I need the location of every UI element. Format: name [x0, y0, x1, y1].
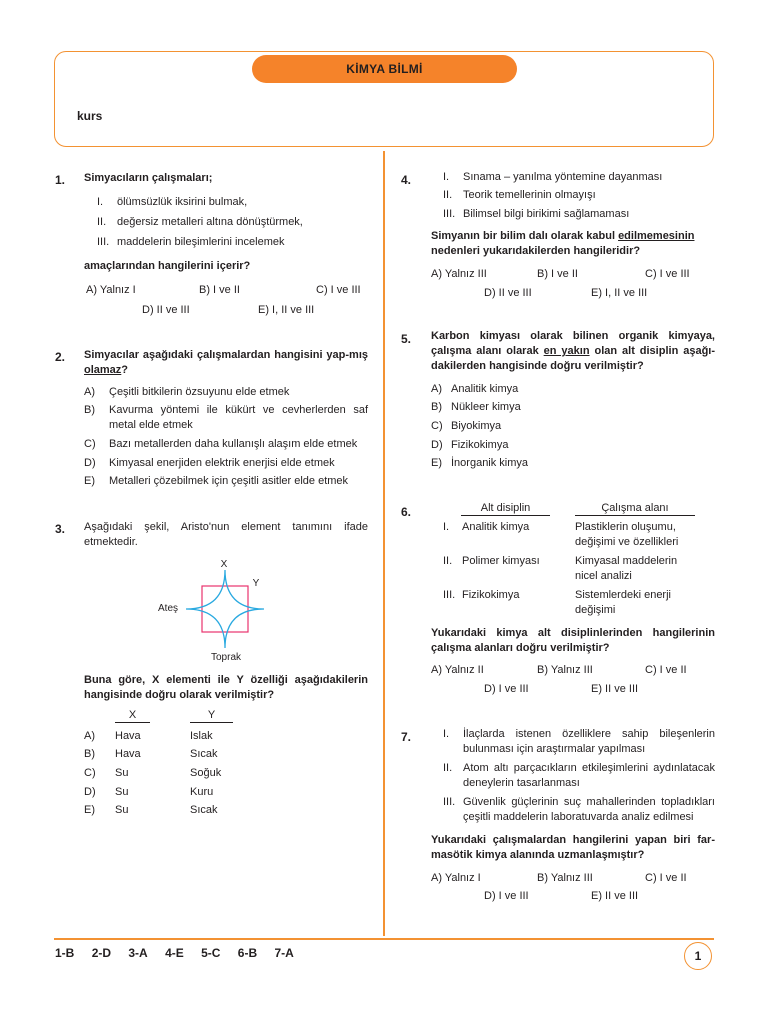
- answer-7: 7-A: [274, 946, 294, 960]
- q1-item-2: II. değersiz metalleri altına dönüştürmek,: [97, 216, 303, 228]
- q6-row-3-area: Sistemlerdeki enerji değişimi: [575, 589, 671, 616]
- q1-number: 1.: [55, 173, 66, 187]
- page-number: 1: [684, 942, 712, 970]
- q7-option-e[interactable]: E) II ve III: [591, 890, 639, 902]
- q3-col-x: X: [115, 709, 150, 723]
- q5-option-a[interactable]: A) Analitik kimya: [431, 383, 519, 395]
- q6-option-c[interactable]: C) I ve II: [645, 664, 687, 676]
- q1-item-3: III. maddelerin bileşimlerini incelemek: [97, 236, 285, 248]
- q6-number: 6.: [401, 505, 412, 519]
- q5-number: 5.: [401, 332, 412, 346]
- q2-option-a[interactable]: A) Çeşitli bitkilerin özsuyunu elde etmek: [84, 386, 290, 398]
- q7-item-3: III. Güvenlik güçlerinin suç mahallerinden topladıkları çeşitli maddelerin laboratuvarda analiz edilmesi: [443, 796, 715, 823]
- q3-col-y: Y: [190, 709, 233, 723]
- q3-option-e[interactable]: E) Su Sıcak: [84, 804, 218, 816]
- q6-question: Yukarıdaki kimya alt disiplinlerinden hangilerinin çalışma alanları doğru verilmiştir?: [431, 627, 715, 654]
- q1-item-1: I. ölümsüzlük iksirini bulmak,: [97, 196, 248, 208]
- q7-option-d[interactable]: D) I ve III: [484, 890, 529, 902]
- q6-row-2-roman: II.: [443, 555, 453, 567]
- answer-2: 2-D: [91, 946, 112, 960]
- answer-1: 1-B: [55, 946, 75, 960]
- q6-row-2-area: Kimyasal maddelerin nicel analizi: [575, 555, 678, 582]
- q6-option-d[interactable]: D) I ve III: [484, 683, 529, 695]
- q4-number: 4.: [401, 173, 412, 187]
- aristo-element-diagram: [150, 552, 280, 667]
- column-divider: [383, 151, 385, 936]
- q5-option-c[interactable]: C) Biyokimya: [431, 420, 502, 432]
- q1-option-c[interactable]: C) I ve III: [316, 284, 361, 296]
- q5-question: Karbon kimyası olarak bilinen organik kimyaya, çalışma alanı olarak en yakın olan alt disiplin aşağı-dakilerden hangisinde doğru verilmiştir?: [431, 330, 716, 372]
- q2-option-e[interactable]: E) Metalleri çözebilmek için çeşitli asitler elde etmek: [84, 475, 349, 487]
- header-subtitle: kurs: [77, 109, 103, 123]
- answer-4: 4-E: [165, 946, 184, 960]
- q6-row-3-roman: III.: [443, 589, 456, 601]
- q3-number: 3.: [55, 522, 66, 536]
- q7-option-a[interactable]: A) Yalnız I: [431, 872, 481, 884]
- q3-option-b[interactable]: B) Hava Sıcak: [84, 748, 218, 760]
- q1-option-d[interactable]: D) II ve III: [142, 304, 190, 316]
- q3-stem: Aşağıdaki şekil, Aristo'nun element tanımını ifade etmektedir.: [84, 521, 368, 548]
- q6-option-b[interactable]: B) Yalnız III: [537, 664, 593, 676]
- diagram-square: [202, 586, 248, 632]
- q4-option-e[interactable]: E) I, II ve III: [591, 287, 648, 299]
- answer-key: [55, 946, 308, 960]
- q4-item-1: I. Sınama – yanılma yöntemine dayanması: [443, 171, 663, 183]
- q6-row-1-discipline: Analitik kimya: [462, 521, 530, 533]
- q3-question: Buna göre, X elementi ile Y özelliği aşağıdakilerin hangisinde doğru olarak verilmiştir?: [84, 674, 368, 701]
- diagram-label-y: Y: [252, 578, 260, 589]
- q5-option-e[interactable]: E) İnorganik kimya: [431, 457, 529, 469]
- q6-col-discipline: Alt disiplin: [461, 501, 550, 516]
- q5-option-d[interactable]: D) Fizikokimya: [431, 439, 509, 451]
- q2-option-d[interactable]: D) Kimyasal enerjiden elektrik enerjisi elde etmek: [84, 457, 335, 469]
- q1-option-a[interactable]: A) Yalnız I: [86, 284, 136, 296]
- footer-line: [54, 938, 714, 940]
- q6-row-1-roman: I.: [443, 521, 450, 533]
- q6-row-2-discipline: Polimer kimyası: [462, 555, 540, 567]
- q3-option-c[interactable]: C) Su Soğuk: [84, 767, 222, 779]
- q7-item-1: I. İlaçlarda istenen özelliklere sahip bileşenlerin bulunması için araştırmalar yapılması: [443, 728, 715, 755]
- q4-question: Simyanın bir bilim dalı olarak kabul edilmemesinin nedenleri yukarıdakilerden hangileridir?: [431, 230, 695, 257]
- q6-option-e[interactable]: E) II ve III: [591, 683, 639, 695]
- diagram-label-x: X: [220, 559, 228, 570]
- q1-stem: Simyacıların çalışmaları;: [84, 172, 213, 184]
- q3-option-d[interactable]: D) Su Kuru: [84, 786, 214, 798]
- q2-number: 2.: [55, 350, 66, 364]
- q5-option-b[interactable]: B) Nükleer kimya: [431, 401, 521, 413]
- q4-item-3: III. Bilimsel bilgi birikimi sağlamaması: [443, 208, 630, 220]
- answer-6: 6-B: [237, 946, 258, 960]
- answer-5: 5-C: [201, 946, 221, 960]
- q1-question: amaçlarından hangilerini içerir?: [84, 260, 251, 272]
- diagram-label-left: Ateş: [158, 603, 179, 614]
- q4-option-b[interactable]: B) I ve II: [537, 268, 578, 280]
- q1-option-b[interactable]: B) I ve II: [199, 284, 240, 296]
- q7-number: 7.: [401, 730, 412, 744]
- q6-option-a[interactable]: A) Yalnız II: [431, 664, 484, 676]
- answer-3: 3-A: [128, 946, 148, 960]
- q2-option-c[interactable]: C) Bazı metallerden daha kullanışlı alaşım elde etmek: [84, 438, 358, 450]
- q3-option-a[interactable]: A) Hava Islak: [84, 730, 213, 742]
- q6-row-1-area: Plastiklerin oluşumu, değişimi ve özellikleri: [575, 521, 679, 548]
- q6-col-area: Çalışma alanı: [575, 501, 695, 516]
- q7-item-2: II. Atom altı parçacıkların etkileşimlerini aydınlatacak deneylerin tasarlanması: [443, 762, 715, 789]
- q4-option-c[interactable]: C) I ve III: [645, 268, 690, 280]
- q4-option-a[interactable]: A) Yalnız III: [431, 268, 487, 280]
- q4-option-d[interactable]: D) II ve III: [484, 287, 532, 299]
- q2-stem: Simyacılar aşağıdaki çalışmalardan hangisini yap-mış olamaz?: [84, 349, 368, 376]
- q7-option-c[interactable]: C) I ve II: [645, 872, 687, 884]
- q2-option-b[interactable]: B) Kavurma yöntemi ile kükürt ve cevherlerden saf metal elde etmek: [84, 404, 368, 431]
- diagram-label-bottom: Toprak: [210, 652, 242, 663]
- q6-row-3-discipline: Fizikokimya: [462, 589, 520, 601]
- q7-option-b[interactable]: B) Yalnız III: [537, 872, 593, 884]
- q7-question: Yukarıdaki çalışmalardan hangilerini yapan biri far-masötik kimya alanında uzmanlaşmıştır?: [431, 834, 715, 861]
- page-title: KİMYA BİLMİ: [252, 55, 517, 83]
- q4-item-2: II. Teorik temellerinin olmayışı: [443, 189, 596, 201]
- q1-option-e[interactable]: E) I, II ve III: [258, 304, 315, 316]
